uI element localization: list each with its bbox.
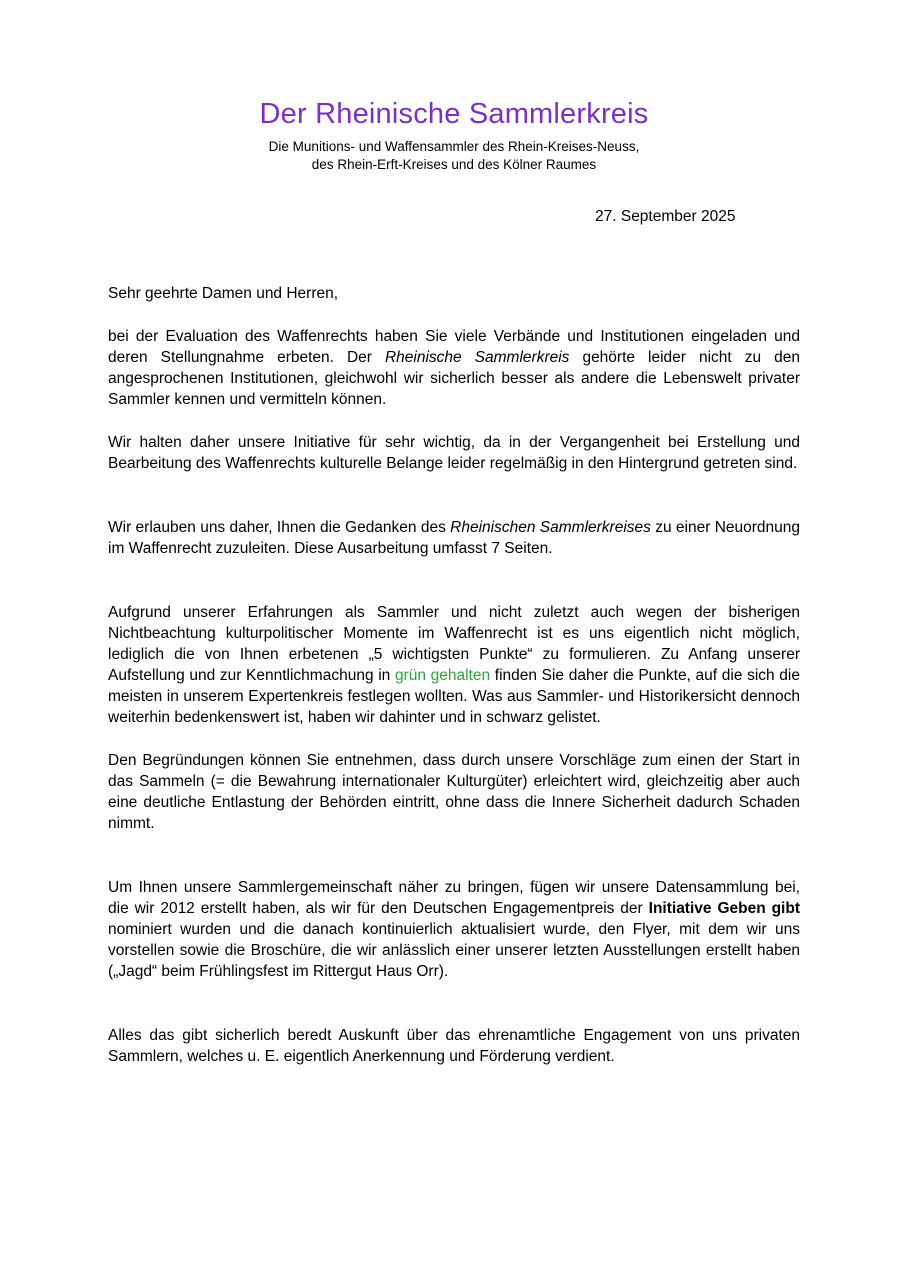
- text-run-italic: Rheinische Sammlerkreis: [384, 349, 570, 367]
- text-run: Um Ihnen unsere Sammlergemeinschaft näher zu bringen, fügen wir unsere Datensammlung bei, die wir 2012 erstellt haben, als wir für den Deutschen Engagementpreis der: [108, 879, 800, 918]
- text-run: gehörte leider nicht zu den angesprochenen Institutionen, gleichwohl wir sicherlich besser als andere die Lebenswelt privater Sammler kennen und vermitteln können.: [108, 349, 800, 409]
- text-run: Wir halten daher unsere Initiative für sehr wichtig, da in der Vergangenheit bei Erstellung und Bearbeitung des Waffenrechts kulturelle Belange leider regelmäßig in den Hintergrund getreten sind.: [108, 434, 800, 473]
- paragraph: [108, 602, 800, 728]
- paragraph: [108, 517, 800, 559]
- text-run: nominiert wurden und die danach kontinuierlich aktualisiert wurde, den Flyer, mit dem wir uns vorstellen sowie die Broschüre, die wir anlässlich einer unserer letzten Ausstellungen erstellt haben („Jagd“ beim Frühlingsfest im Rittergut Haus Orr).: [108, 921, 800, 981]
- paragraph: [108, 750, 800, 834]
- letter-body: [108, 283, 800, 1067]
- text-run: zu einer Neuordnung im Waffenrecht zuzuleiten. Diese Ausarbeitung umfasst 7 Seiten.: [108, 519, 801, 558]
- letterhead: [108, 98, 800, 174]
- letter-subtitle-line-2: des Rhein-Erft-Kreises und des Kölner Raumes: [311, 157, 597, 173]
- paragraph: [108, 877, 800, 982]
- letter-title: Der Rheinische Sammlerkreis: [259, 98, 649, 130]
- text-run-green: grün gehalten: [394, 667, 491, 685]
- paragraph: [108, 326, 800, 410]
- text-run: Aufgrund unserer Erfahrungen als Sammler und nicht zuletzt auch wegen der bisherigen Nichtbeachtung kulturpolitischer Momente im Waffenrecht ist es uns eigentlich nicht möglich, lediglich die von Ihnen erbetenen „5 wichtigsten Punkte“ zu formulieren. Zu Anfang unserer Aufstellung und zur Kenntlichmachung in: [108, 604, 800, 685]
- paragraph: [108, 1025, 800, 1067]
- text-run: Alles das gibt sicherlich beredt Auskunft über das ehrenamtliche Engagement von uns privaten Sammlern, welches u. E. eigentlich Anerkennung und Förderung verdient.: [108, 1027, 800, 1066]
- text-run: finden Sie daher die Punkte, auf die sich die meisten in unserem Expertenkreis festlegen wollten. Was aus Sammler- und Historikersicht dennoch weiterhin bedenkenswert ist, haben wir dahinter und in schwarz gelistet.: [108, 667, 800, 727]
- paragraphs: [108, 326, 800, 1067]
- text-run: Den Begründungen können Sie entnehmen, dass durch unsere Vorschläge zum einen der Start in das Sammeln (= die Bewahrung internationaler Kulturgüter) erleichtert wird, gleichzeitig aber auch eine deutliche Entlastung der Behörden eintritt, ohne dass die Innere Sicherheit dadurch Schaden nimmt.: [108, 752, 800, 833]
- paragraph: [108, 432, 800, 474]
- salutation: Sehr geehrte Damen und Herren,: [108, 285, 339, 303]
- text-run-bold: Initiative Geben gibt: [648, 900, 800, 918]
- text-run: Wir erlauben uns daher, Ihnen die Gedanken des: [108, 519, 451, 537]
- letter-date: 27. September 2025: [595, 208, 736, 226]
- text-run: bei der Evaluation des Waffenrechts haben Sie viele Verbände und Institutionen eingeladen und deren Stellungnahme erbeten. Der: [108, 328, 800, 367]
- text-run-italic: Rheinischen Sammlerkreises: [450, 519, 651, 537]
- letter-subtitle-line-1: Die Munitions- und Waffensammler des Rhein-Kreises-Neuss,: [268, 139, 640, 155]
